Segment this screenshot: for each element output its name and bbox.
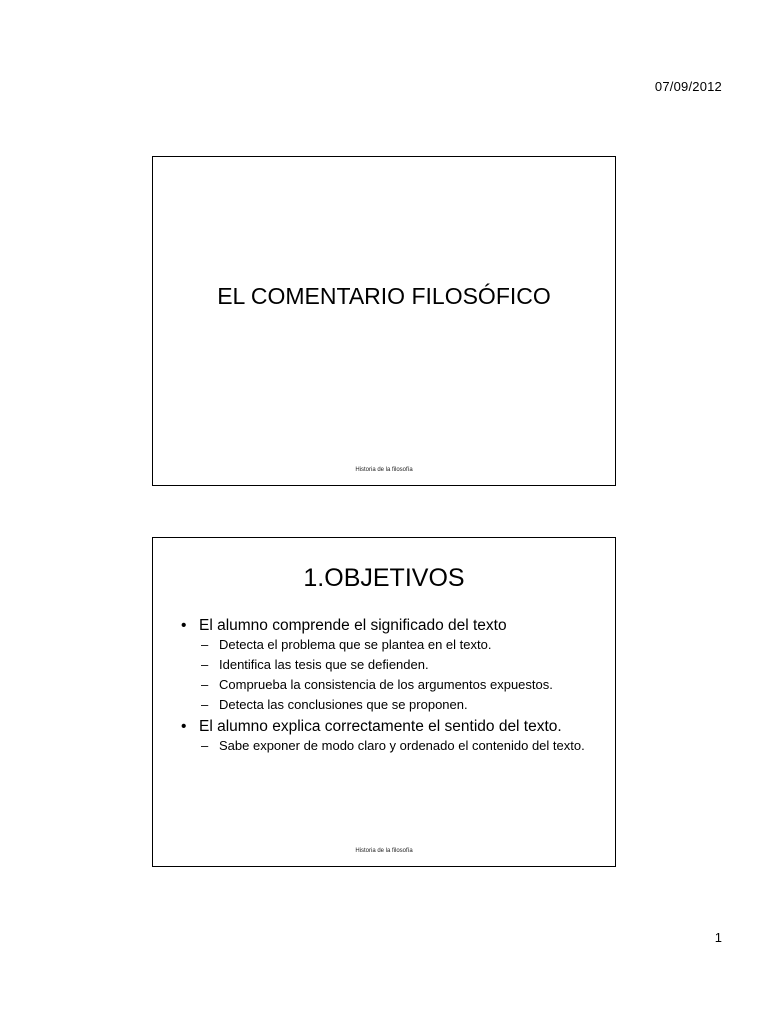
slide-footer: Historia de la filosofía (355, 467, 413, 473)
sub-bullet-item: – Sabe exponer de modo claro y ordenado el contenido del texto. (199, 738, 599, 754)
slide-title: 1.OBJETIVOS (303, 564, 465, 592)
slide-title-card (152, 156, 616, 486)
sub-bullet-item: – Detecta el problema que se plantea en el texto. (199, 637, 599, 653)
bullet-text: El alumno comprende el significado del texto (199, 617, 507, 634)
bullet-list (179, 616, 599, 758)
sub-bullet-item: – Detecta las conclusiones que se proponen. (199, 697, 599, 713)
bullet-item (179, 616, 599, 713)
page-date: 07/09/2012 (654, 79, 722, 94)
bullet-text: El alumno explica correctamente el sentido del texto. (199, 718, 562, 735)
page-number: 1 (714, 930, 722, 945)
sub-bullet-item: – Identifica las tesis que se defienden. (199, 657, 599, 673)
sub-bullet-list (199, 637, 599, 713)
sub-bullet-list (199, 738, 599, 754)
sub-bullet-item: – Comprueba la consistencia de los argumentos expuestos. (199, 677, 599, 693)
slide-objectives (152, 537, 616, 867)
slide-title: EL COMENTARIO FILOSÓFICO (217, 283, 551, 309)
bullet-item (179, 717, 599, 754)
slide-footer: Historia de la filosofía (355, 848, 413, 854)
